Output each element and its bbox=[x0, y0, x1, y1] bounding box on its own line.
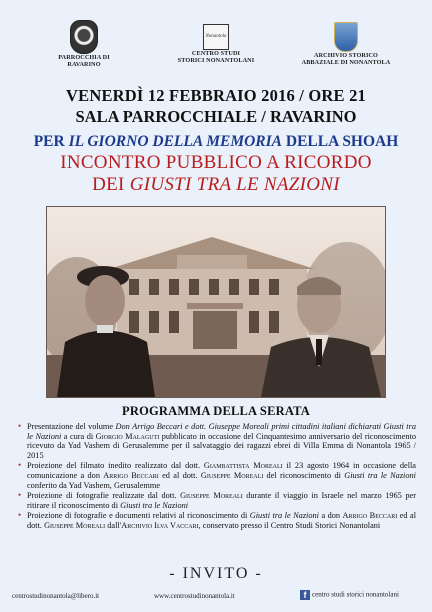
archivio-crest-icon bbox=[334, 22, 358, 52]
item1-text-a: Presentazione del volume bbox=[27, 422, 116, 431]
title2-pre: DEI bbox=[92, 174, 130, 195]
parish-logo bbox=[48, 20, 120, 68]
item4-name-h: Archivio Ilva Vaccari bbox=[121, 520, 199, 530]
item2-text-g: del riconoscimento di bbox=[263, 470, 345, 480]
parish-caption-line2: RAVARINO bbox=[67, 61, 101, 68]
event-title-line1: INCONTRO PUBBLICO A RICORDO bbox=[60, 152, 372, 173]
subtitle-pre: PER bbox=[33, 133, 69, 150]
footer-facebook-link[interactable] bbox=[300, 590, 399, 600]
item3-italic-d: Giusti tra le Nazioni bbox=[120, 500, 189, 510]
program-item bbox=[18, 461, 416, 490]
item1-book-title: Don Arrigo Beccari e dott. Giuseppe Moreali primi cittadini italiani dichiarati Giusti tra le Nazioni bbox=[27, 422, 416, 441]
item1-text-e: pubblicato in occasione del Cinquantesimo anniversario del riconoscimento ricevuto da Yad Vashem di Gerusalemme per il salvataggio dei ragazzi ebrei di Villa Emma di Nonantola 1965 / 2015 bbox=[27, 431, 416, 460]
item3-name-b: Giuseppe Moreali bbox=[180, 491, 243, 501]
program-list bbox=[18, 422, 416, 532]
item2-name-b: Giambattista Moreali bbox=[203, 461, 283, 471]
item3-text-c: durante il viaggio in Israele nel marzo 1965 per ritirare il riconoscimento di bbox=[27, 491, 416, 510]
program-item bbox=[18, 491, 416, 510]
invitation-label: - INVITO - bbox=[169, 565, 263, 582]
logos-row bbox=[0, 16, 432, 76]
event-subtitle bbox=[0, 133, 432, 151]
footer-email-link[interactable]: centrostudinonantola@libero.it bbox=[12, 592, 100, 600]
footer bbox=[0, 590, 432, 604]
item4-text-a: Proiezione di fotografie e documenti relativi al riconoscimento di bbox=[27, 511, 250, 521]
program-item bbox=[18, 422, 416, 460]
event-title-line2 bbox=[0, 174, 432, 196]
centro-studi-stamp-icon: Nonantola bbox=[203, 24, 229, 50]
item4-text-c: a don bbox=[318, 511, 343, 521]
archivio-caption-line2: ABBAZIALE DI NONANTOLA bbox=[301, 59, 391, 66]
event-date-line: VENERDÌ 12 FEBBRAIO 2016 / ORE 21 bbox=[66, 86, 366, 105]
bullet-icon: • bbox=[18, 490, 22, 501]
item3-text-a: Proiezione di fotografie realizzate dal dott. bbox=[27, 491, 181, 501]
item1-author: Giorgio Malaguti bbox=[95, 431, 160, 441]
footer-facebook-label: centro studi storici nonantolani bbox=[312, 590, 399, 599]
item2-italic-h: Giusti tra le Nazioni bbox=[344, 470, 416, 480]
item4-name-f: Giuseppe Moreali bbox=[44, 520, 106, 530]
item4-text-g: dall' bbox=[105, 520, 122, 530]
program-item bbox=[18, 511, 416, 530]
program-title: PROGRAMMA DELLA SERATA bbox=[122, 404, 310, 418]
item4-name-d: Arrigo Beccari bbox=[342, 511, 398, 521]
subtitle-italic: IL GIORNO DELLA MEMORIA bbox=[68, 133, 283, 150]
item2-text-e: ed al dott. bbox=[158, 470, 201, 480]
subtitle-post: DELLA SHOAH bbox=[282, 133, 399, 150]
parish-caption-line1: PARROCCHIA DI bbox=[58, 54, 110, 61]
item2-name-f: Giuseppe Moreali bbox=[200, 470, 264, 480]
item2-text-i: conferito da Yad Vashem, Gerusalemme bbox=[27, 480, 161, 490]
centro-studi-logo bbox=[170, 24, 262, 64]
item2-text-c: il 23 agosto 1964 in occasione della comunicazione a don bbox=[27, 461, 416, 480]
item4-italic-b: Giusti tra le Nazioni bbox=[249, 511, 319, 521]
historical-photo bbox=[46, 206, 386, 398]
event-venue-line: SALA PARROCCHIALE / RAVARINO bbox=[75, 107, 357, 126]
title2-italic: GIUSTI TRA LE NAZIONI bbox=[129, 174, 340, 195]
bullet-icon: • bbox=[18, 510, 22, 521]
item4-text-e: ed al dott. bbox=[27, 511, 417, 530]
archivio-logo bbox=[300, 22, 392, 66]
bullet-icon: • bbox=[18, 421, 22, 431]
parish-seal-icon bbox=[70, 20, 98, 54]
centro-studi-caption-line1: CENTRO STUDI bbox=[191, 50, 241, 57]
footer-website-link[interactable]: www.centrostudinonantola.it bbox=[154, 592, 235, 600]
centro-studi-caption-line2: STORICI NONANTOLANI bbox=[177, 57, 255, 64]
item2-text-a: Proiezione del filmato inedito realizzato dal dott. bbox=[27, 461, 204, 471]
bullet-icon: • bbox=[18, 460, 22, 471]
facebook-icon: f bbox=[300, 590, 310, 600]
item4-text-i: , conservato presso il Centro Studi Storici Nonantolani bbox=[198, 520, 381, 530]
item1-text-c: a cura di bbox=[61, 431, 96, 441]
archivio-caption-line1: ARCHIVIO STORICO bbox=[314, 52, 378, 59]
historical-photo-illustration bbox=[47, 207, 385, 397]
item2-name-d: Arrigo Beccari bbox=[103, 470, 159, 480]
